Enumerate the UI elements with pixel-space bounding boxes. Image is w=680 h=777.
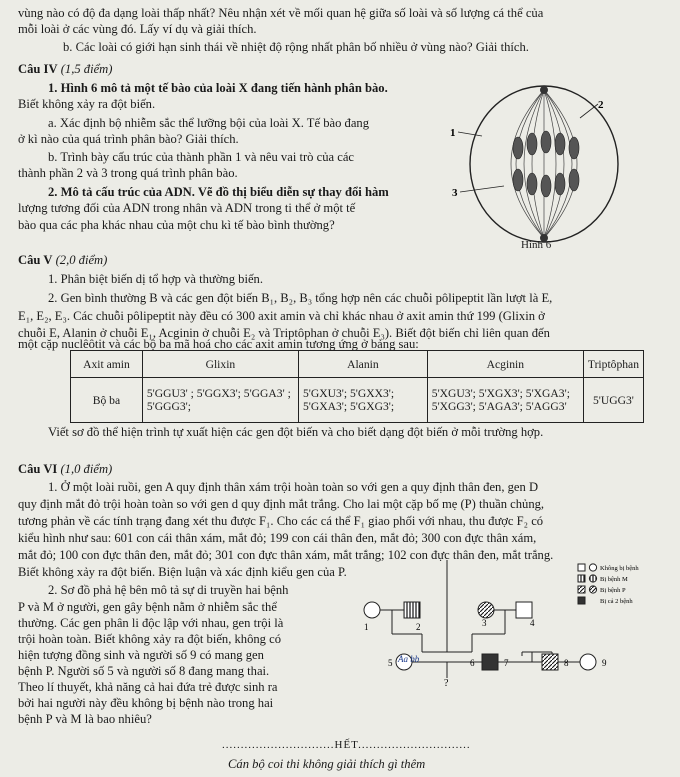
- question-points: (1,0 điểm): [60, 462, 113, 476]
- figure-label: 1: [450, 127, 456, 139]
- table-cell: Acginin: [427, 351, 583, 378]
- pedigree-number: 3: [482, 618, 487, 628]
- question-points: (1,5 điểm): [60, 62, 113, 76]
- text-line: mắt đỏ; 100 con đực thân đen, mắt đỏ; 301 con đực thân xám, mắt trắng; 102 con đực thân đen, mắt trắng.: [18, 548, 554, 562]
- table-cell: Glixin: [142, 351, 298, 378]
- pedigree-female: [580, 654, 596, 670]
- pedigree-male-disease-m: [404, 602, 420, 618]
- text-line: vùng nào có độ đa dạng loài thấp nhất? Nêu nhận xét về mối quan hệ giữa số loài và số lượng cá thể của: [18, 6, 544, 20]
- table-cell: Triptôphan: [583, 351, 643, 378]
- table-cell: Bộ ba: [71, 378, 143, 423]
- legend-label: Bị bệnh M: [600, 576, 628, 583]
- text-line: thường. Các gen phân li độc lập với nhau, gen trội là: [18, 616, 284, 630]
- table-cell: 5'UGG3': [583, 378, 643, 423]
- cell-division-figure: [448, 74, 638, 254]
- pedigree-unknown: ?: [444, 678, 449, 689]
- text-line: Biết không xảy ra đột biến.: [18, 97, 156, 111]
- text-line: một cặp nuclêôtit và các bộ ba mã hoá cho các axit amin tương ứng ở bảng sau:: [18, 337, 419, 351]
- handwritten-note: Aa bb: [398, 654, 420, 664]
- text-line: thành phần 2 và 3 trong quá trình phân bào.: [18, 166, 238, 180]
- figure-caption: Hình 6: [521, 239, 552, 251]
- text-line: P và M ở người, gen gây bệnh nằm ở nhiễm sắc thể: [18, 600, 277, 614]
- text-line: 2. Mô tả cấu trúc của ADN. Vẽ đồ thị biểu diễn sự thay đổi hàm: [48, 185, 389, 199]
- table-cell: 5'XGU3'; 5'XGX3'; 5'XGA3'; 5'XGG3'; 5'AGA3'; 5'AGG3': [427, 378, 583, 423]
- pedigree-legend: [578, 564, 639, 605]
- codon-table: [70, 350, 644, 423]
- text-line: bệnh P. Người số 5 và người số 8 đang mang thai.: [18, 664, 270, 678]
- question-title: Câu V: [18, 253, 53, 267]
- pedigree-number: 4: [530, 618, 535, 628]
- text-line: 2. Gen bình thường B và các gen đột biến B₁, B₂, B₃ tổng hợp nên các chuỗi pôlipeptit lần lượt là E,: [48, 291, 553, 305]
- footer-note: Cán bộ coi thi không giải thích gì thêm: [228, 757, 426, 771]
- text-line: hiện tượng đồng sinh và người số 9 có mang gen: [18, 648, 264, 662]
- pedigree-number: 9: [602, 658, 607, 668]
- text-line: Viết sơ đồ thể hiện trình tự xuất hiện các gen đột biến và cho biết dạng đột biến ở mỗi trường hợp.: [48, 425, 544, 439]
- table-row: [71, 351, 644, 378]
- question-6-heading: [18, 462, 112, 477]
- text-line: E₁, E₂, E₃. Các chuỗi pôlipeptit này đều có 300 axit amin và chỉ khác nhau ở axit amin thứ 199 (Glixin ở: [18, 309, 545, 323]
- text-line: bởi hai người này đều không bị bệnh nào trong hai: [18, 696, 274, 710]
- text-line: 1. Phân biệt biến dị tổ hợp và thường biến.: [48, 272, 263, 286]
- text-line: Theo lí thuyết, khả năng cả hai đứa trẻ được sinh ra: [18, 680, 278, 694]
- pedigree-male-disease-p: [542, 654, 558, 670]
- figure-label: 2: [598, 99, 604, 111]
- pedigree-male: [516, 602, 532, 618]
- text-line: b. Các loài có giới hạn sinh thái về nhiệt độ rộng nhất phân bố nhiều ở vùng nào? Giải thích.: [63, 40, 529, 54]
- figure-label: 3: [452, 187, 458, 199]
- question-points: (2,0 điểm): [55, 253, 108, 267]
- table-cell: 5'GXU3'; 5'GXX3'; 5'GXA3'; 5'GXG3';: [298, 378, 427, 423]
- text-line: trội hoàn toàn. Biết không xảy ra đột biến, không có: [18, 632, 282, 646]
- pedigree-number: 6: [470, 658, 475, 668]
- pedigree-number: 5: [388, 658, 393, 668]
- text-line: quy định mắt đỏ trội hoàn toàn so với gen d quy định mắt trắng. Cho lai một cặp bố mẹ (P) thuần chủng,: [18, 497, 545, 511]
- text-line: chuỗi E, Alanin ở chuỗi E₁, Acginin ở chuỗi E₂ và Triptôphan ở chuỗi E₃). Biết đột biến chỉ liên quan đến: [18, 326, 550, 340]
- text-line: Biết không xảy ra đột biến. Biện luận và xác định kiểu gen của P.: [18, 565, 347, 579]
- pedigree-female: [364, 602, 380, 618]
- end-label: HẾT: [334, 739, 359, 751]
- table-row: [71, 378, 644, 423]
- pedigree-female-disease-p: [478, 602, 494, 618]
- text-line: kiểu hình như sau: 601 con cái thân xám, mắt đỏ; 199 con cái thân đen, mắt đỏ; 300 con đực thân xám,: [18, 531, 537, 545]
- question-title: Câu VI: [18, 462, 58, 476]
- text-line: a. Xác định bộ nhiễm sắc thể lưỡng bội của loài X. Tế bào đang: [48, 116, 370, 130]
- pedigree-number: 8: [564, 658, 569, 668]
- pedigree-chart: [352, 560, 676, 690]
- text-line: lượng tương đối của ADN trong nhân và ADN trong ti thể ở một tế: [18, 201, 356, 215]
- question-4-heading: [18, 62, 112, 77]
- pedigree-number: 1: [364, 622, 369, 632]
- centrosome-icon: [540, 86, 548, 94]
- text-line: b. Trình bày cấu trúc của thành phần 1 và nêu vai trò của các: [48, 150, 354, 164]
- text-line: bào qua các pha khác nhau của một chu kì tế bào bình thường?: [18, 218, 335, 232]
- legend-label: Bị bệnh P: [600, 587, 626, 594]
- question-title: Câu IV: [18, 62, 58, 76]
- text-line: 1. Hình 6 mô tả một tế bào của loài X đang tiến hành phân bào.: [48, 81, 388, 95]
- table-cell: Axit amin: [71, 351, 143, 378]
- text-line: tương phản về các tính trạng đang xét thu được F₁. Cho các cá thể F₁ giao phối với nhau, thu được F₂ có: [18, 514, 544, 528]
- table-cell: Alanin: [298, 351, 427, 378]
- pedigree-number: 2: [416, 622, 421, 632]
- legend-label: Bị cả 2 bệnh: [600, 598, 633, 605]
- text-line: mỗi loài ở các vùng đó. Lấy ví dụ và giải thích.: [18, 22, 257, 36]
- end-marker: ..............................HẾT..............................: [222, 739, 471, 751]
- table-cell: 5'GGU3' ; 5'GGX3'; 5'GGA3' ; 5'GGG3';: [142, 378, 298, 423]
- text-line: 1. Ở một loài ruồi, gen A quy định thân xám trội hoàn toàn so với gen a quy định thân đen, gen D: [48, 480, 539, 494]
- text-line: bệnh P và M là bao nhiêu?: [18, 712, 152, 726]
- pedigree-male-both-diseases: [482, 654, 498, 670]
- text-line: 2. Sơ đồ phả hệ bên mô tả sự di truyền hai bệnh: [48, 583, 289, 597]
- pedigree-number: 7: [504, 658, 509, 668]
- question-5-heading: [18, 253, 107, 268]
- text-line: ở kì nào của quá trình phân bào? Giải thích.: [18, 132, 239, 146]
- legend-label: Không bị bệnh: [600, 565, 639, 572]
